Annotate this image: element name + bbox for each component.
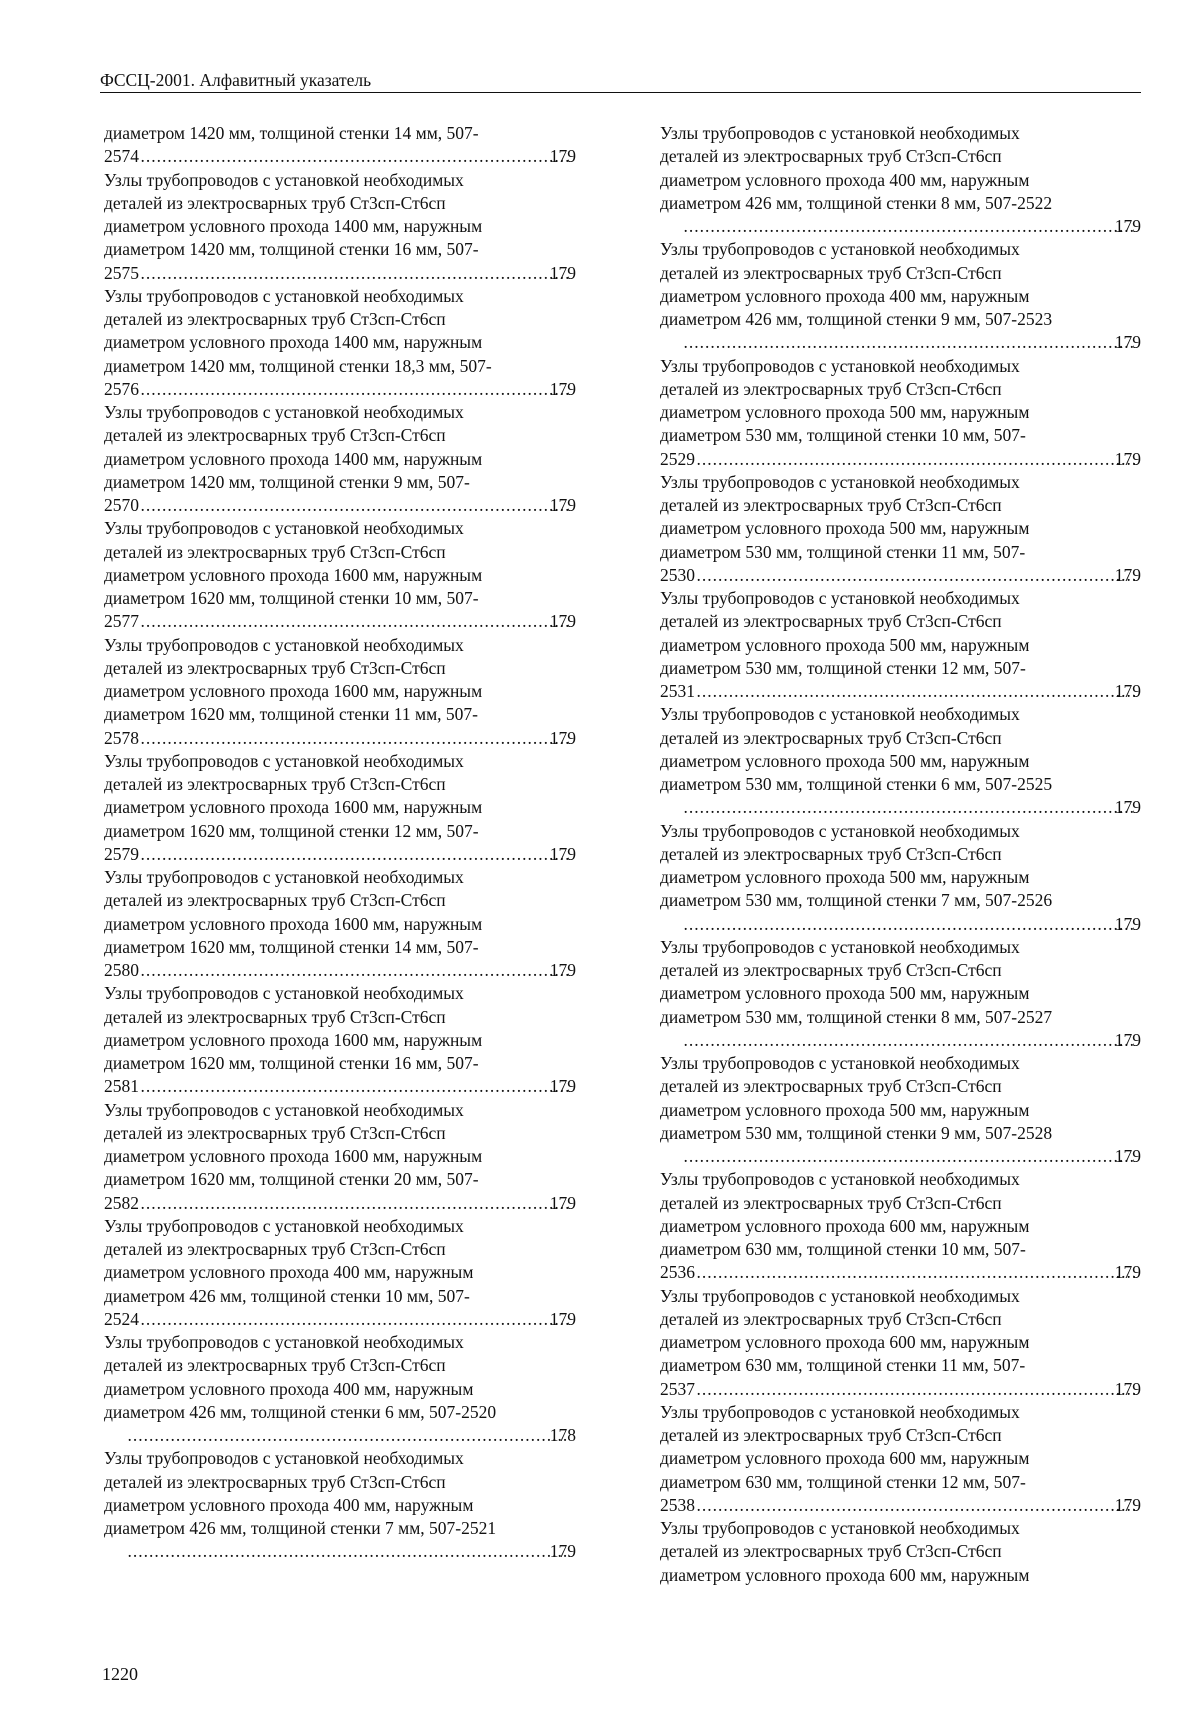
leader-dots <box>141 843 570 866</box>
leader-dots <box>697 1378 1135 1401</box>
entry-leader-line <box>682 796 1141 819</box>
entry-code: 2581 <box>104 1076 139 1097</box>
entry-page-ref: 179 <box>1114 1494 1141 1515</box>
entry-text-line: диаметром 530 мм, толщиной стенки 6 мм, 507-2525 <box>660 774 1053 794</box>
entry-text-line: деталей из электросварных труб Ст3сп-Ст6сп <box>104 1006 446 1027</box>
entry-text-line: деталей из электросварных труб Ст3сп-Ст6сп <box>660 1308 1002 1329</box>
entry-leader-line <box>104 1308 576 1331</box>
entry-text-line: Узлы трубопроводов с установкой необходимых <box>660 588 1020 608</box>
index-entry <box>660 471 1141 587</box>
entry-text-line: диаметром условного прохода 400 мм, наружным <box>104 1262 474 1283</box>
entry-text-line: диаметром 426 мм, толщиной стенки 8 мм, 507-2522 <box>660 192 1053 213</box>
entry-page-ref: 179 <box>549 495 576 515</box>
entry-text-line: Узлы трубопроводов с установкой необходимых <box>660 936 1020 957</box>
entry-leader-line <box>104 262 576 285</box>
entry-leader-line <box>104 610 576 633</box>
entry-text-line: диаметром 530 мм, толщиной стенки 12 мм, 507- <box>660 657 1026 678</box>
index-column-right <box>660 122 1141 1587</box>
index-entry <box>104 1099 576 1215</box>
index-entry <box>104 634 576 750</box>
entry-text-line: диаметром условного прохода 1400 мм, наружным <box>104 216 483 236</box>
entry-leader-line <box>104 843 576 866</box>
entry-text-line: Узлы трубопроводов с установкой необходимых <box>104 518 464 539</box>
entry-text-line: диаметром условного прохода 1600 мм, наружным <box>104 1029 483 1050</box>
entry-page-ref: 179 <box>549 727 576 748</box>
entry-text-line: деталей из электросварных труб Ст3сп-Ст6сп <box>104 657 446 678</box>
entry-leader-line <box>660 564 1141 587</box>
entry-text-line: Узлы трубопроводов с установкой необходимых <box>104 867 464 887</box>
entry-code: 2579 <box>104 843 139 864</box>
entry-text-line: диаметром условного прохода 500 мм, наружным <box>660 402 1030 422</box>
entry-text-line: Узлы трубопроводов с установкой необходимых <box>660 1401 1020 1422</box>
leader-dots <box>141 727 570 750</box>
entry-text-line: диаметром 630 мм, толщиной стенки 10 мм, 507- <box>660 1239 1026 1259</box>
entry-text-line: деталей из электросварных труб Ст3сп-Ст6сп <box>104 541 446 562</box>
leader-dots <box>697 680 1135 703</box>
index-entry <box>660 355 1141 471</box>
leader-dots <box>697 1494 1135 1517</box>
leader-dots <box>684 215 1135 238</box>
entry-page-ref: 179 <box>1114 564 1141 585</box>
entry-page-ref: 179 <box>549 1192 576 1213</box>
leader-dots <box>697 1261 1135 1284</box>
entry-text-line: диаметром условного прохода 1600 мм, наружным <box>104 797 483 818</box>
entry-code: 2578 <box>104 727 139 748</box>
index-entry <box>660 1285 1141 1401</box>
entry-leader-line <box>104 145 576 168</box>
entry-text-line: деталей из электросварных труб Ст3сп-Ст6сп <box>104 192 446 213</box>
entry-text-line: Узлы трубопроводов с установкой необходимых <box>660 355 1020 376</box>
entry-text-line: диаметром 1620 мм, толщиной стенки 20 мм, 507- <box>104 1169 479 1190</box>
index-entry <box>660 820 1141 936</box>
entry-text-line: диаметром условного прохода 400 мм, наружным <box>660 285 1030 306</box>
entry-text-line: диаметром 426 мм, толщиной стенки 9 мм, 507-2523 <box>660 309 1053 329</box>
entry-text-line: диаметром условного прохода 500 мм, наружным <box>660 983 1030 1004</box>
entry-code: 2574 <box>104 146 139 167</box>
entry-text-line: Узлы трубопроводов с установкой необходимых <box>104 1215 464 1236</box>
entry-leader-line <box>682 913 1141 936</box>
entry-text-line: Узлы трубопроводов с установкой необходимых <box>104 285 464 306</box>
entry-leader-line <box>104 1192 576 1215</box>
entry-text-line: деталей из электросварных труб Ст3сп-Ст6сп <box>104 890 446 911</box>
entry-text-line: деталей из электросварных труб Ст3сп-Ст6сп <box>104 1122 446 1143</box>
leader-dots <box>141 959 570 982</box>
entry-text-line: Узлы трубопроводов с установкой необходимых <box>660 1518 1020 1538</box>
entry-page-ref: 179 <box>549 611 576 632</box>
entry-code: 2524 <box>104 1308 139 1329</box>
entry-text-line: диаметром условного прохода 1600 мм, наружным <box>104 1146 483 1166</box>
entry-page-ref: 179 <box>1114 913 1141 934</box>
entry-text-line: диаметром условного прохода 600 мм, наружным <box>660 1215 1030 1236</box>
index-entry <box>660 1517 1141 1587</box>
entry-text-line: деталей из электросварных труб Ст3сп-Ст6сп <box>660 960 1002 980</box>
entry-text-line: Узлы трубопроводов с установкой необходимых <box>104 983 464 1004</box>
entry-text-line: диаметром условного прохода 1400 мм, наружным <box>104 332 483 353</box>
entry-text-line: деталей из электросварных труб Ст3сп-Ст6сп <box>660 378 1002 399</box>
entry-page-ref: 179 <box>1114 1146 1141 1166</box>
leader-dots <box>684 913 1135 936</box>
entry-text-line: деталей из электросварных труб Ст3сп-Ст6сп <box>660 495 1002 515</box>
entry-text-line: Узлы трубопроводов с установкой необходимых <box>104 169 464 190</box>
index-column-left <box>104 122 576 1564</box>
entry-text-line: диаметром 530 мм, толщиной стенки 11 мм, 507- <box>660 541 1026 562</box>
entry-text-line: диаметром условного прохода 1600 мм, наружным <box>104 564 483 585</box>
entry-text-line: диаметром 426 мм, толщиной стенки 10 мм, 507- <box>104 1285 470 1306</box>
entry-text-line: диаметром условного прохода 400 мм, наружным <box>104 1494 474 1515</box>
entry-text-line: деталей из электросварных труб Ст3сп-Ст6сп <box>104 1471 446 1492</box>
index-entry <box>104 122 576 169</box>
entry-text-line: диаметром 530 мм, толщиной стенки 7 мм, 507-2526 <box>660 890 1053 911</box>
index-entry <box>660 936 1141 1052</box>
entry-page-ref: 179 <box>549 378 576 399</box>
entry-page-ref: 179 <box>549 146 576 167</box>
entry-code: 2575 <box>104 262 139 283</box>
entry-text-line: диаметром условного прохода 500 мм, наружным <box>660 518 1030 539</box>
entry-leader-line <box>660 1261 1141 1284</box>
entry-text-line: деталей из электросварных труб Ст3сп-Ст6сп <box>660 843 1002 864</box>
leader-dots <box>141 378 570 401</box>
entry-page-ref: 178 <box>549 1425 576 1445</box>
entry-page-ref: 179 <box>1114 332 1141 353</box>
entry-page-ref: 179 <box>549 1076 576 1097</box>
leader-dots <box>141 145 570 168</box>
leader-dots <box>684 1145 1135 1168</box>
entry-text-line: диаметром условного прохода 500 мм, наружным <box>660 1099 1030 1120</box>
index-entry <box>104 1331 576 1447</box>
entry-text-line: диаметром 1620 мм, толщиной стенки 16 мм, 507- <box>104 1053 479 1073</box>
entry-text-line: диаметром условного прохода 1600 мм, наружным <box>104 913 483 934</box>
leader-dots <box>684 796 1135 819</box>
leader-dots <box>697 448 1135 471</box>
entry-text-line: диаметром 530 мм, толщиной стенки 9 мм, 507-2528 <box>660 1122 1053 1143</box>
entry-leader-line <box>682 215 1141 238</box>
entry-code: 2582 <box>104 1192 139 1213</box>
leader-dots <box>141 610 570 633</box>
leader-dots <box>684 331 1135 354</box>
entry-code: 2536 <box>660 1262 695 1283</box>
entry-text-line: диаметром условного прохода 1400 мм, наружным <box>104 448 483 469</box>
entry-page-ref: 179 <box>1114 797 1141 818</box>
index-entry <box>104 169 576 285</box>
entry-text-line: Узлы трубопроводов с установкой необходимых <box>104 1448 464 1469</box>
entry-text-line: диаметром 1620 мм, толщиной стенки 11 мм, 507- <box>104 704 478 725</box>
page-number: 1220 <box>102 1664 138 1684</box>
entry-leader-line <box>682 331 1141 354</box>
entry-code: 2580 <box>104 960 139 980</box>
entry-text-line: Узлы трубопроводов с установкой необходимых <box>104 1099 464 1120</box>
entry-text-line: диаметром 1420 мм, толщиной стенки 18,3 мм, 507- <box>104 355 492 376</box>
entry-page-ref: 179 <box>549 843 576 864</box>
index-entry <box>660 122 1141 238</box>
leader-dots <box>141 1075 570 1098</box>
entry-text-line: деталей из электросварных труб Ст3сп-Ст6сп <box>660 262 1002 283</box>
index-entry <box>660 238 1141 354</box>
entry-leader-line <box>660 680 1141 703</box>
entry-code: 2577 <box>104 611 139 632</box>
entry-page-ref: 179 <box>549 1541 576 1562</box>
index-entry <box>660 1401 1141 1517</box>
entry-text-line: деталей из электросварных труб Ст3сп-Ст6сп <box>104 425 446 446</box>
leader-dots <box>128 1540 570 1563</box>
entry-page-ref: 179 <box>1114 1262 1141 1283</box>
index-entry <box>660 703 1141 819</box>
index-entry <box>104 750 576 866</box>
entry-text-line: Узлы трубопроводов с установкой необходимых <box>660 471 1020 492</box>
index-entry <box>104 982 576 1098</box>
entry-page-ref: 179 <box>1114 1029 1141 1050</box>
entry-text-line: Узлы трубопроводов с установкой необходимых <box>104 402 464 422</box>
entry-text-line: Узлы трубопроводов с установкой необходимых <box>660 704 1020 725</box>
index-entry <box>104 285 576 401</box>
index-entry <box>660 1168 1141 1284</box>
entry-text-line: диаметром 1420 мм, толщиной стенки 16 мм, 507- <box>104 239 479 260</box>
entry-text-line: диаметром 530 мм, толщиной стенки 10 мм, 507- <box>660 425 1026 446</box>
entry-text-line: диаметром 1420 мм, толщиной стенки 14 мм, 507- <box>104 123 479 143</box>
entry-text-line: деталей из электросварных труб Ст3сп-Ст6сп <box>660 727 1002 748</box>
entry-page-ref: 179 <box>549 960 576 980</box>
entry-leader-line <box>660 1494 1141 1517</box>
entry-leader-line <box>126 1424 576 1447</box>
entry-text-line: диаметром условного прохода 500 мм, наружным <box>660 634 1030 655</box>
leader-dots <box>697 564 1135 587</box>
entry-page-ref: 179 <box>1114 448 1141 469</box>
entry-text-line: Узлы трубопроводов с установкой необходимых <box>104 634 464 655</box>
entry-code: 2576 <box>104 378 139 399</box>
entry-text-line: диаметром 630 мм, толщиной стенки 12 мм, 507- <box>660 1471 1026 1492</box>
entry-code: 2570 <box>104 495 139 515</box>
entry-text-line: деталей из электросварных труб Ст3сп-Ст6сп <box>104 309 446 329</box>
index-entry <box>104 1447 576 1563</box>
entry-code: 2529 <box>660 448 695 469</box>
entry-text-line: диаметром 426 мм, толщиной стенки 6 мм, 507-2520 <box>104 1401 497 1422</box>
entry-text-line: деталей из электросварных труб Ст3сп-Ст6сп <box>104 774 446 794</box>
entry-text-line: диаметром условного прохода 400 мм, наружным <box>660 169 1030 190</box>
entry-text-line: диаметром 1420 мм, толщиной стенки 9 мм, 507- <box>104 471 470 492</box>
entry-leader-line <box>104 1075 576 1098</box>
entry-page-ref: 179 <box>549 262 576 283</box>
entry-text-line: деталей из электросварных труб Ст3сп-Ст6сп <box>660 1192 1002 1213</box>
entry-text-line: Узлы трубопроводов с установкой необходимых <box>104 750 464 771</box>
entry-text-line: диаметром 426 мм, толщиной стенки 7 мм, 507-2521 <box>104 1518 497 1538</box>
entry-text-line: деталей из электросварных труб Ст3сп-Ст6сп <box>104 1355 446 1376</box>
leader-dots <box>141 494 570 517</box>
entry-text-line: диаметром условного прохода 1600 мм, наружным <box>104 681 483 701</box>
entry-leader-line <box>660 448 1141 471</box>
entry-text-line: деталей из электросварных труб Ст3сп-Ст6сп <box>104 1239 446 1259</box>
entry-page-ref: 179 <box>549 1308 576 1329</box>
index-entry <box>104 401 576 517</box>
index-entry <box>104 1215 576 1331</box>
entry-text-line: деталей из электросварных труб Ст3сп-Ст6сп <box>660 146 1002 167</box>
entry-leader-line <box>682 1145 1141 1168</box>
leader-dots <box>141 1308 570 1331</box>
entry-leader-line <box>104 494 576 517</box>
entry-text-line: диаметром условного прохода 600 мм, наружным <box>660 1332 1030 1352</box>
entry-text-line: Узлы трубопроводов с установкой необходимых <box>660 1285 1020 1306</box>
entry-text-line: Узлы трубопроводов с установкой необходимых <box>660 1053 1020 1073</box>
entry-code: 2537 <box>660 1378 695 1399</box>
entry-leader-line <box>660 1378 1141 1401</box>
entry-text-line: диаметром условного прохода 600 мм, наружным <box>660 1564 1030 1585</box>
entry-leader-line <box>104 959 576 982</box>
entry-text-line: диаметром условного прохода 500 мм, наружным <box>660 867 1030 887</box>
entry-text-line: деталей из электросварных труб Ст3сп-Ст6сп <box>660 1076 1002 1097</box>
entry-leader-line <box>104 378 576 401</box>
entry-text-line: диаметром 630 мм, толщиной стенки 11 мм, 507- <box>660 1355 1026 1376</box>
entry-text-line: диаметром 1620 мм, толщиной стенки 14 мм, 507- <box>104 936 479 957</box>
leader-dots <box>684 1029 1135 1052</box>
entry-text-line: Узлы трубопроводов с установкой необходимых <box>660 820 1020 841</box>
index-entry <box>660 1052 1141 1168</box>
leader-dots <box>141 1192 570 1215</box>
index-entry <box>660 587 1141 703</box>
entry-text-line: деталей из электросварных труб Ст3сп-Ст6сп <box>660 611 1002 632</box>
entry-text-line: Узлы трубопроводов с установкой необходимых <box>660 239 1020 260</box>
entry-code: 2531 <box>660 681 695 701</box>
entry-page-ref: 179 <box>1114 681 1141 701</box>
index-entry <box>104 517 576 633</box>
entry-text-line: диаметром 1620 мм, толщиной стенки 10 мм, 507- <box>104 588 479 608</box>
entry-code: 2530 <box>660 564 695 585</box>
entry-text-line: деталей из электросварных труб Ст3сп-Ст6сп <box>660 1541 1002 1562</box>
leader-dots <box>141 262 570 285</box>
entry-page-ref: 179 <box>1114 1378 1141 1399</box>
entry-text-line: диаметром условного прохода 500 мм, наружным <box>660 750 1030 771</box>
entry-text-line: диаметром условного прохода 400 мм, наружным <box>104 1378 474 1399</box>
entry-text-line: деталей из электросварных труб Ст3сп-Ст6сп <box>660 1425 1002 1445</box>
entry-text-line: диаметром условного прохода 600 мм, наружным <box>660 1448 1030 1469</box>
leader-dots <box>128 1424 570 1447</box>
entry-code: 2538 <box>660 1494 695 1515</box>
entry-text-line: Узлы трубопроводов с установкой необходимых <box>104 1332 464 1352</box>
entry-text-line: Узлы трубопроводов с установкой необходимых <box>660 1169 1020 1190</box>
entry-text-line: диаметром 530 мм, толщиной стенки 8 мм, 507-2527 <box>660 1006 1053 1027</box>
index-entry <box>104 866 576 982</box>
header-rule <box>100 92 1141 93</box>
entry-text-line: диаметром 1620 мм, толщиной стенки 12 мм, 507- <box>104 820 479 841</box>
entry-text-line: Узлы трубопроводов с установкой необходимых <box>660 123 1020 143</box>
entry-page-ref: 179 <box>1114 216 1141 236</box>
running-header: ФССЦ-2001. Алфавитный указатель <box>100 70 372 90</box>
entry-leader-line <box>682 1029 1141 1052</box>
entry-leader-line <box>126 1540 576 1563</box>
entry-leader-line <box>104 727 576 750</box>
